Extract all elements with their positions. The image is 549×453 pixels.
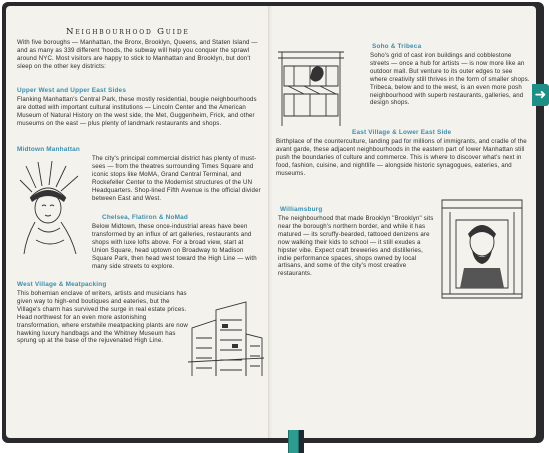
soho-fire-escape-illustration (274, 46, 348, 130)
heading-soho: Soho & Tribeca (372, 43, 422, 50)
next-section-tab[interactable] (532, 84, 549, 106)
body-soho: Soho's grid of cast iron buildings and cobblestone streets — once a hub for artists — is now more like an outdoor mall. But venture to its outer edges to see where creativity still thrives in the form of smaller shops. Tribeca, below and to the west, is an even more posh neighbourhood with superb restaurants, galleries, and design shops. (370, 52, 530, 107)
statue-of-liberty-illustration (16, 158, 90, 254)
right-page (272, 6, 536, 438)
high-line-buildings-illustration (186, 298, 266, 378)
body-chelsea: Below Midtown, these once-industrial areas have been transformed by an influx of art galleries, restaurants and shops with luxe lofts above. For a broad view, start at Union Square, head uptown on Broadway to Madison Square Park, then head west toward the High Line — with many side streets to explore. (92, 223, 257, 270)
guide-title: Neighbourhood Guide (66, 27, 190, 37)
intro-text: With five boroughs — Manhattan, the Bronx, Brooklyn, Queens, and Staten Island — and as many as 339 different 'hoods, the subway will help you conquer the sprawl around NYC. Most visitors are happy to stick to Manhattan and Brooklyn, but don't sleep on the other key districts: (17, 39, 258, 70)
williamsburg-storefront-illustration (438, 198, 526, 302)
body-williamsburg: The neighbourhood that made Brooklyn "Brooklyn" sits near the borough's northern border, and while it has matured — its scruffy-bearded, tattooed denizens are now walking their kids to school — it still exudes a hipster vibe. Expect craft breweries and distilleries, indie performance spaces, shops owned by local artisans, and some of the city's most creative restaurants. (278, 215, 434, 278)
heading-east-village: East Village & Lower East Side (352, 129, 452, 136)
heading-upper-sides: Upper West and Upper East Sides (17, 87, 127, 94)
heading-west-village: West Village & Meatpacking (17, 281, 107, 288)
heading-williamsburg: Williamsburg (280, 206, 323, 213)
arrow-right-icon: ➜ (534, 87, 547, 103)
heading-midtown: Midtown Manhattan (17, 146, 81, 153)
bookmark-ribbon-dark (298, 430, 304, 453)
heading-chelsea: Chelsea, Flatiron & NoMad (102, 214, 188, 221)
body-east-village: Birthplace of the counterculture, landing pad for millions of immigrants, and cradle of the avant garde, these adjacent neighbourhoods in the eastern part of lower Manhattan still push the boundaries of culture and commerce. This is where to discover what's next in food, fashion, cuisine, and nightlife — alongside historic synagogues, eateries, and museums. (276, 138, 527, 177)
body-upper-sides: Flanking Manhattan's Central Park, these mostly residential, bougie neighbourhoods are dotted with important cultural institutions — Lincoln Center and the American Museum of Natural History on the west side, the Met, Guggenheim, Frick, and other museums on the east — plus plenty of landmark restaurants and shops. (17, 96, 257, 127)
bookmark-ribbon-teal (288, 430, 298, 453)
left-page (6, 6, 270, 438)
body-west-village: This bohemian enclave of writers, artists and musicians has given way to high-end boutiques and eateries, but the Village's charm has survived the surge in real estate prices. Head northwest for an even more astonishing transformation, where erstwhile meatpacking plants are now hawking luxury handbags and the Whitney Museum has sprung up at the base of the rejuvenated High Line. (17, 290, 188, 345)
body-midtown: The city's principal commercial district has plenty of must-sees — from the theatres surrounding Times Square and iconic stops like MoMA, Grand Central Terminal, and Rockefeller Center to the Modernist structures of the UN Headquarters. Shop-lined Fifth Avenue is the official divider between East and West. (92, 155, 261, 202)
